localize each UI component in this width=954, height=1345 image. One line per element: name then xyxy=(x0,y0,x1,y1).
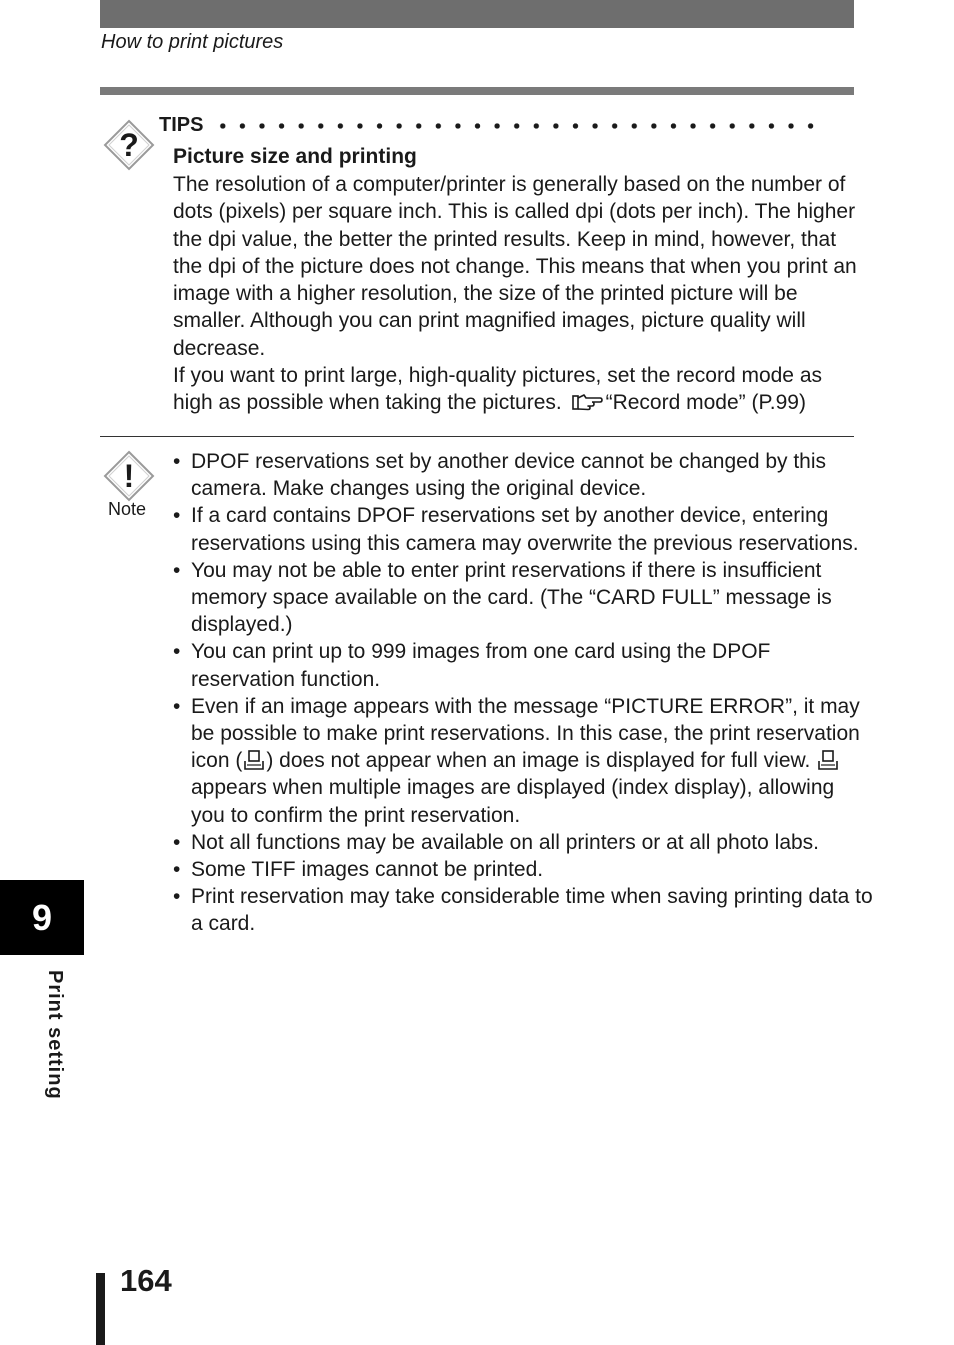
page-number-bar xyxy=(96,1273,105,1345)
list-item-text: Print reservation may take considerable time when saving printing data to a card. xyxy=(191,885,873,936)
chapter-section-label: Print setting xyxy=(44,970,66,1100)
print-reservation-icon xyxy=(243,749,265,771)
top-header-bar xyxy=(100,0,854,28)
list-item-text: ) does not appear when an image is displayed for full view. xyxy=(266,749,811,773)
question-diamond-icon xyxy=(103,119,155,171)
list-item xyxy=(173,448,873,502)
chapter-tab[interactable] xyxy=(0,880,84,955)
pointing-hand-icon xyxy=(570,392,604,412)
svg-text:?: ? xyxy=(119,127,139,163)
chapter-number: 9 xyxy=(31,896,53,938)
bullet: • xyxy=(173,830,181,854)
print-reservation-icon xyxy=(817,749,839,771)
svg-text:!: ! xyxy=(123,458,135,494)
list-item-text: If a card contains DPOF reservations set by another device, entering reservations using this camera may overwrite the previous reservations. xyxy=(191,504,859,555)
tips-paragraph-2 xyxy=(173,362,863,417)
list-item-text: You may not be able to enter print reservations if there is insufficient memory space available on the card. (The “CARD FULL” message is displayed.) xyxy=(191,558,832,637)
page-number: 164 xyxy=(120,1263,172,1298)
bullet: • xyxy=(173,558,181,582)
tips-paragraph-2-text: If you want to print large, high-quality pictures, set the record mode as high as possible when taking the pictures. xyxy=(173,364,823,415)
bullet: • xyxy=(173,504,181,528)
bullet: • xyxy=(173,450,181,473)
list-item-text: Not all functions may be available on all printers or at all photo labs. xyxy=(191,830,820,854)
tips-heading: Picture size and printing xyxy=(173,145,417,168)
bullet: • xyxy=(173,885,181,909)
tips-label: TIPS xyxy=(159,114,204,136)
list-item xyxy=(173,502,873,556)
bullet: • xyxy=(173,694,181,718)
tips-dotted-rule xyxy=(213,123,821,129)
section-divider xyxy=(100,436,854,437)
exclamation-diamond-icon xyxy=(103,450,155,502)
tips-paragraph-1: The resolution of a computer/printer is generally based on the number of dots (pixels) per square inch. This is called dpi (dots per inch). The higher the dpi value, the better the printed results. Keep in mind, however, that the dpi of the picture does not change. This means that when you print an image with a higher resolution, the size of the printed picture will be smaller. Although you can print magnified images, picture quality will decrease. xyxy=(173,173,857,360)
list-item xyxy=(173,557,873,639)
list-item xyxy=(173,883,873,937)
bullet: • xyxy=(173,640,181,664)
section-title: How to print pictures xyxy=(101,31,284,53)
tips-body xyxy=(173,171,863,417)
list-item-text: DPOF reservations set by another device cannot be changed by this camera. Make changes using the original device. xyxy=(191,450,827,501)
list-item xyxy=(173,829,873,856)
list-item-text: Even if an image appears with the message “PICTURE ERROR”, it may be possible to make print reservations. In this case, the print reservation icon ( xyxy=(191,694,860,773)
list-item-text: appears when multiple images are displayed (index display), allowing you to confirm the print reservation. xyxy=(191,776,835,827)
note-label: Note xyxy=(108,499,147,519)
list-item-text: You can print up to 999 images from one card using the DPOF reservation function. xyxy=(191,640,771,691)
list-item-text: Some TIFF images cannot be printed. xyxy=(191,858,544,882)
bullet: • xyxy=(173,858,181,882)
header-rule xyxy=(100,87,854,95)
record-mode-reference[interactable]: “Record mode” (P.99) xyxy=(605,391,806,415)
list-item xyxy=(173,856,873,883)
list-item xyxy=(173,693,873,829)
list-item xyxy=(173,638,873,692)
note-list xyxy=(173,448,873,938)
